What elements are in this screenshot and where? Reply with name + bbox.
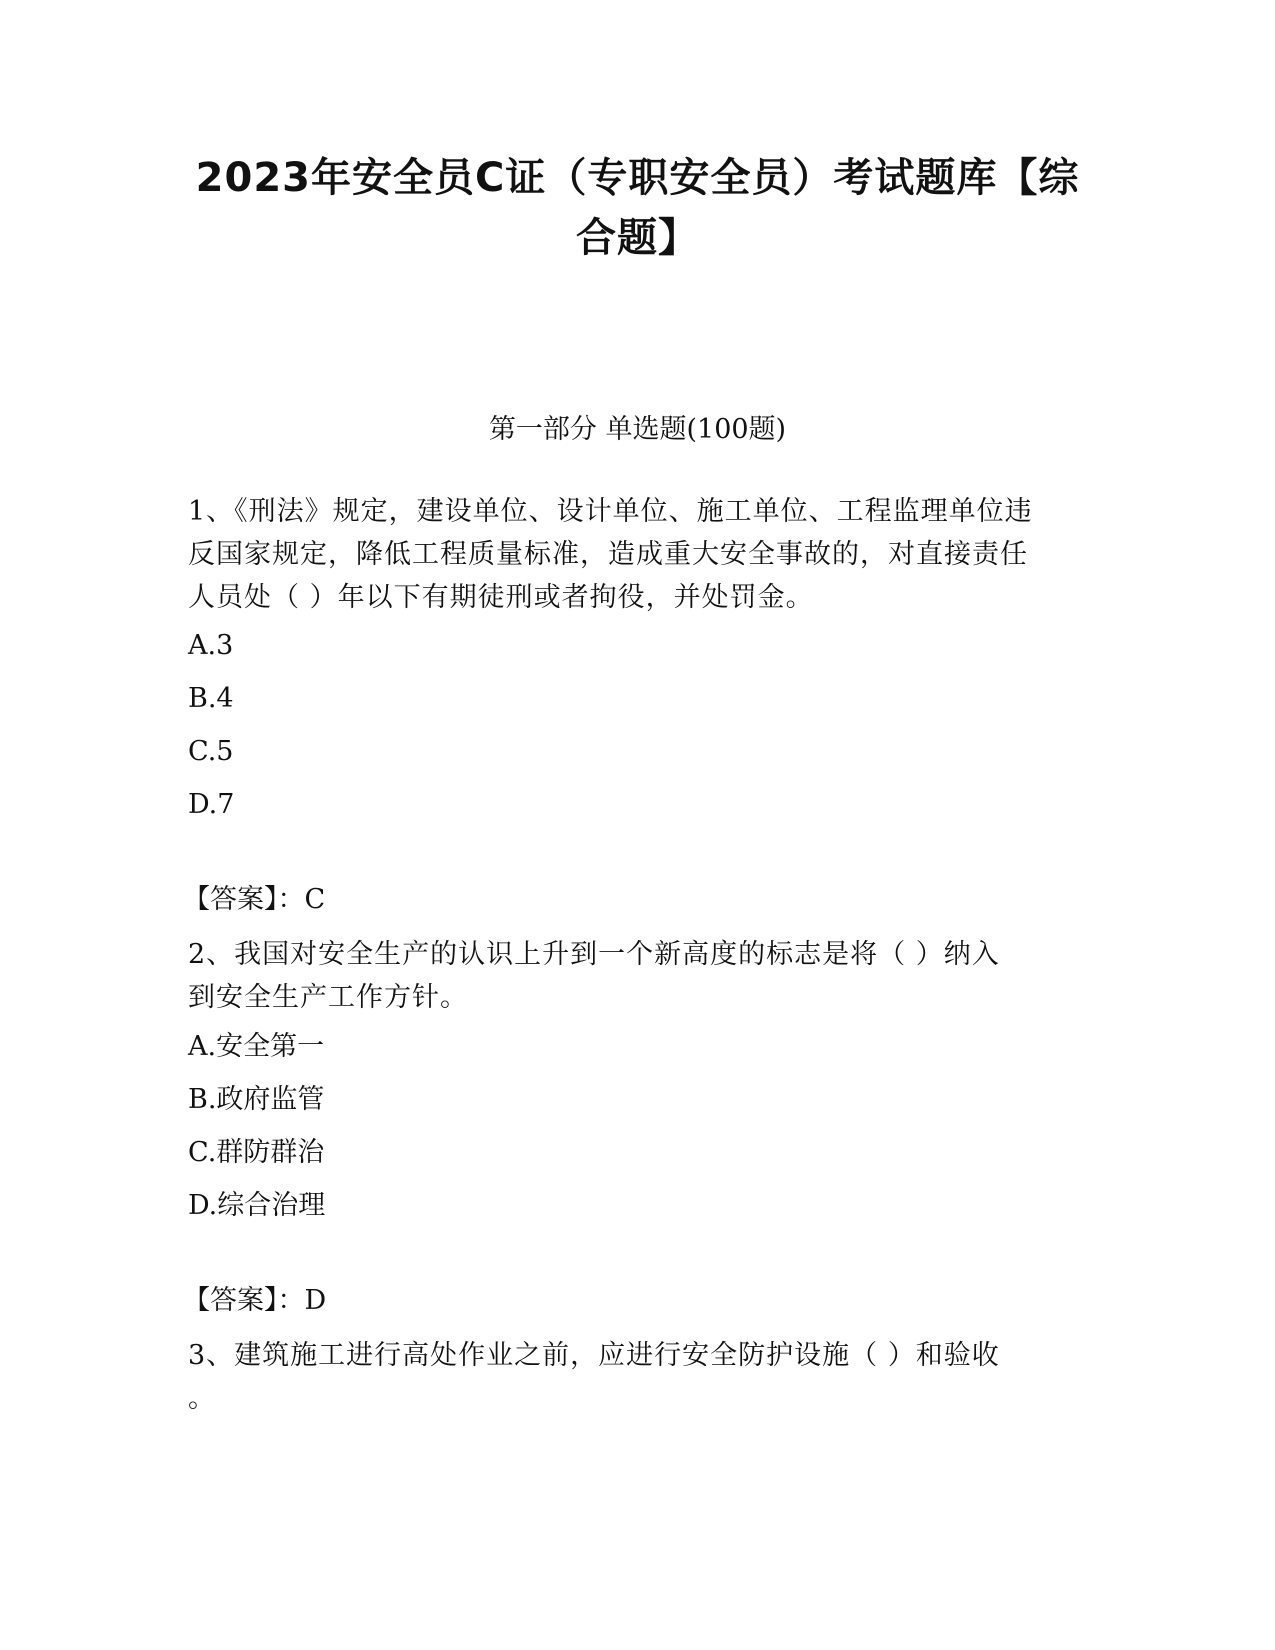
question-1-text [188, 490, 1088, 619]
title-line-2: 合题】 [576, 215, 699, 261]
question-2-answer: 【答案】：D [183, 1285, 327, 1316]
question-line: 人员处（ ）年以下有期徒刑或者拘役，并处罚金。 [188, 582, 814, 613]
question-1-option-a: A.3 [188, 630, 234, 661]
question-line: 2、我国对安全生产的认识上升到一个新高度的标志是将（ ）纳入 [188, 939, 1000, 970]
question-1-answer: 【答案】：C [183, 884, 326, 915]
question-line: 3、建筑施工进行高处作业之前，应进行安全防护设施（ ）和验收 [188, 1340, 1000, 1371]
question-1-option-d: D.7 [188, 789, 235, 820]
question-line: 反国家规定，降低工程质量标准，造成重大安全事故的，对直接责任 [188, 539, 1028, 570]
question-1-option-b: B.4 [188, 683, 234, 714]
question-2-option-d: D.综合治理 [188, 1190, 326, 1221]
title-line-1: 2023年安全员C证（专职安全员）考试题库【综 [195, 155, 1080, 201]
document-title [170, 148, 1105, 268]
question-2-text [188, 933, 1088, 1019]
question-2-option-b: B.政府监管 [188, 1084, 325, 1115]
question-2-option-a: A.安全第一 [188, 1031, 325, 1062]
question-3-text [188, 1334, 1088, 1420]
question-1-option-c: C.5 [188, 736, 234, 767]
question-line: 。 [188, 1383, 216, 1414]
question-line: 1、《刑法》规定，建设单位、设计单位、施工单位、工程监理单位违 [188, 496, 1033, 527]
question-line: 到安全生产工作方针。 [188, 982, 468, 1013]
section-heading: 第一部分 单选题(100题) [488, 414, 787, 445]
question-2-option-c: C.群防群治 [188, 1137, 325, 1168]
